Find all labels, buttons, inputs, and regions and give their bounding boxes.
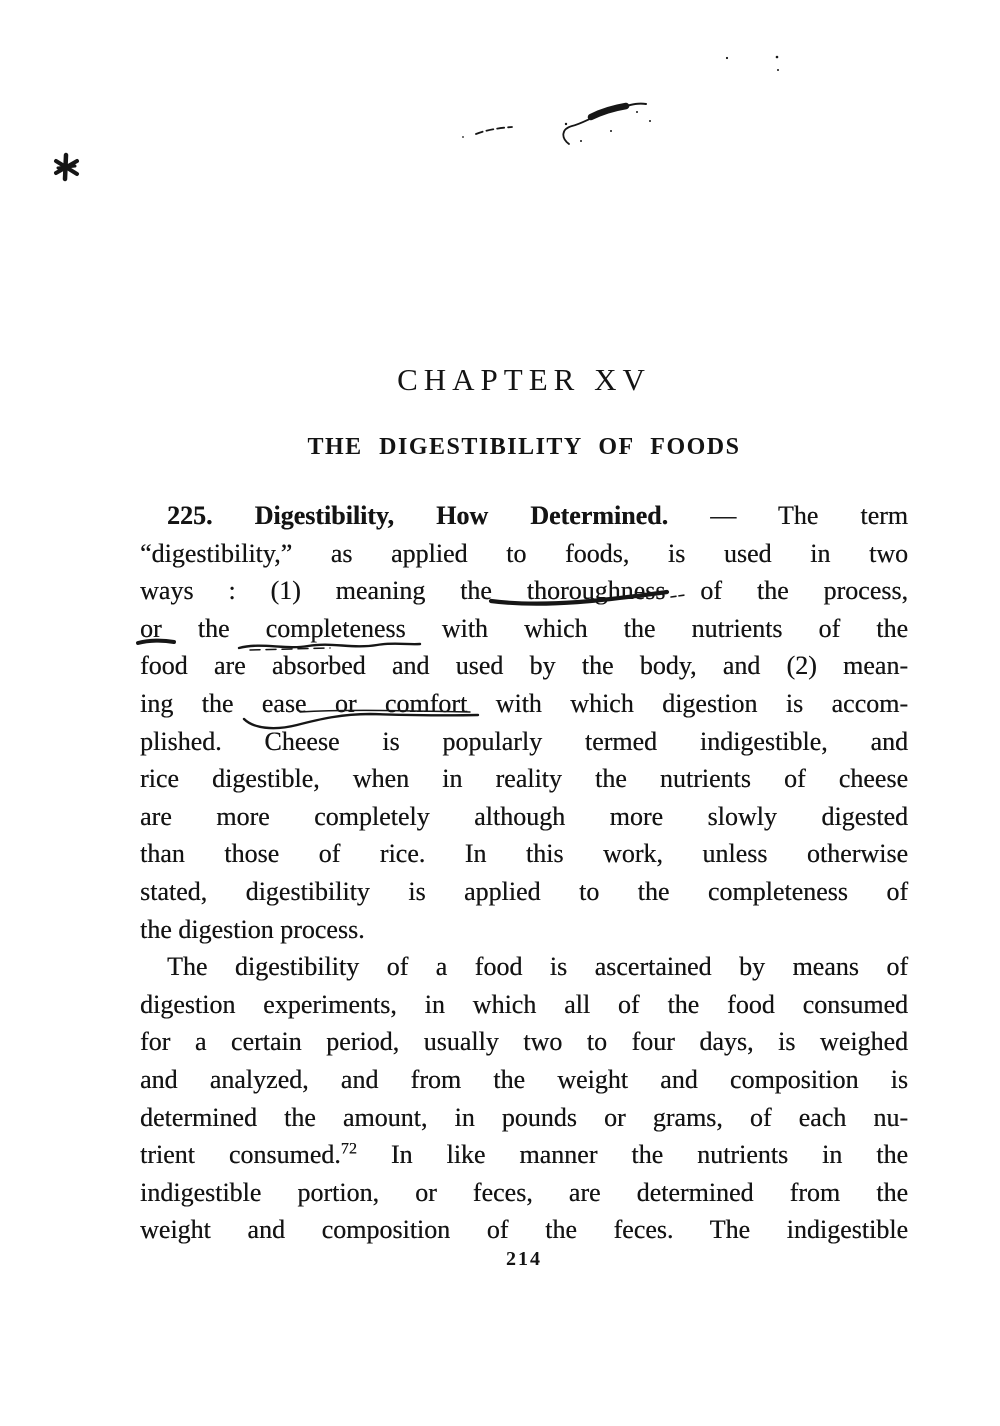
text-segment: — The term <box>710 501 908 530</box>
stray-dot <box>610 130 612 132</box>
text-line <box>140 1136 908 1174</box>
pencil-dash-mark <box>462 127 512 138</box>
text-line: ing the ease or comfort with which digestion is accom- <box>140 688 908 718</box>
text-line: the digestion process. <box>140 914 365 944</box>
superscript-footnote-ref: 72 <box>340 1140 357 1158</box>
stray-dot <box>726 57 728 59</box>
text-line: “digestibility,” as applied to foods, is used in two <box>140 538 908 568</box>
stray-dot <box>636 111 638 113</box>
body-text <box>140 497 908 1249</box>
text-line: than those of rice. In this work, unless otherwise <box>140 839 908 869</box>
text-line: or the completeness with which the nutrients of the <box>140 613 908 643</box>
text-line <box>140 497 908 535</box>
stray-dots-top-right <box>726 56 779 71</box>
text-line: plished. Cheese is popularly termed indigestible, and <box>140 726 908 756</box>
ink-blot-mark <box>56 155 77 179</box>
text-line: are more completely although more slowly digested <box>140 801 908 831</box>
stray-dot <box>777 69 779 71</box>
paragraph-2 <box>140 948 908 1249</box>
text-segment: trient consumed. <box>140 1140 341 1170</box>
pencil-scribble-mark <box>563 104 651 144</box>
text-segment: In like manner the nutrients in the <box>390 1140 908 1170</box>
text-line: stated, digestibility is applied to the completeness of <box>140 876 908 906</box>
text-line: The digestibility of a food is ascertained by means of <box>167 952 908 982</box>
text-line: for a certain period, usually two to four days, is weighed <box>140 1027 908 1057</box>
chapter-heading: CHAPTER XV <box>397 362 651 397</box>
text-line: determined the amount, in pounds or grams, of each nu- <box>140 1102 908 1132</box>
text-line: food are absorbed and used by the body, and (2) mean- <box>140 651 908 681</box>
stray-dot <box>580 140 582 142</box>
page-number: 214 <box>506 1248 542 1270</box>
text-line: indigestible portion, or feces, are determined from the <box>140 1177 908 1207</box>
section-number-lead: 225. Digestibility, How Determined. <box>167 501 669 530</box>
stray-dot <box>462 136 464 138</box>
stray-dot <box>776 56 779 59</box>
text-line: weight and composition of the feces. The indigestible <box>140 1215 908 1245</box>
text-line: ways : (1) meaning the thoroughness of the process, <box>140 576 908 606</box>
stray-dot <box>649 120 651 122</box>
text-line: and analyzed, and from the weight and composition is <box>140 1064 908 1094</box>
section-heading: THE DIGESTIBILITY OF FOODS <box>307 434 741 460</box>
stray-dot <box>565 123 567 125</box>
text-line: rice digestible, when in reality the nutrients of cheese <box>140 764 908 794</box>
text-line: digestion experiments, in which all of the food consumed <box>140 989 908 1019</box>
paragraph-1 <box>140 497 908 948</box>
